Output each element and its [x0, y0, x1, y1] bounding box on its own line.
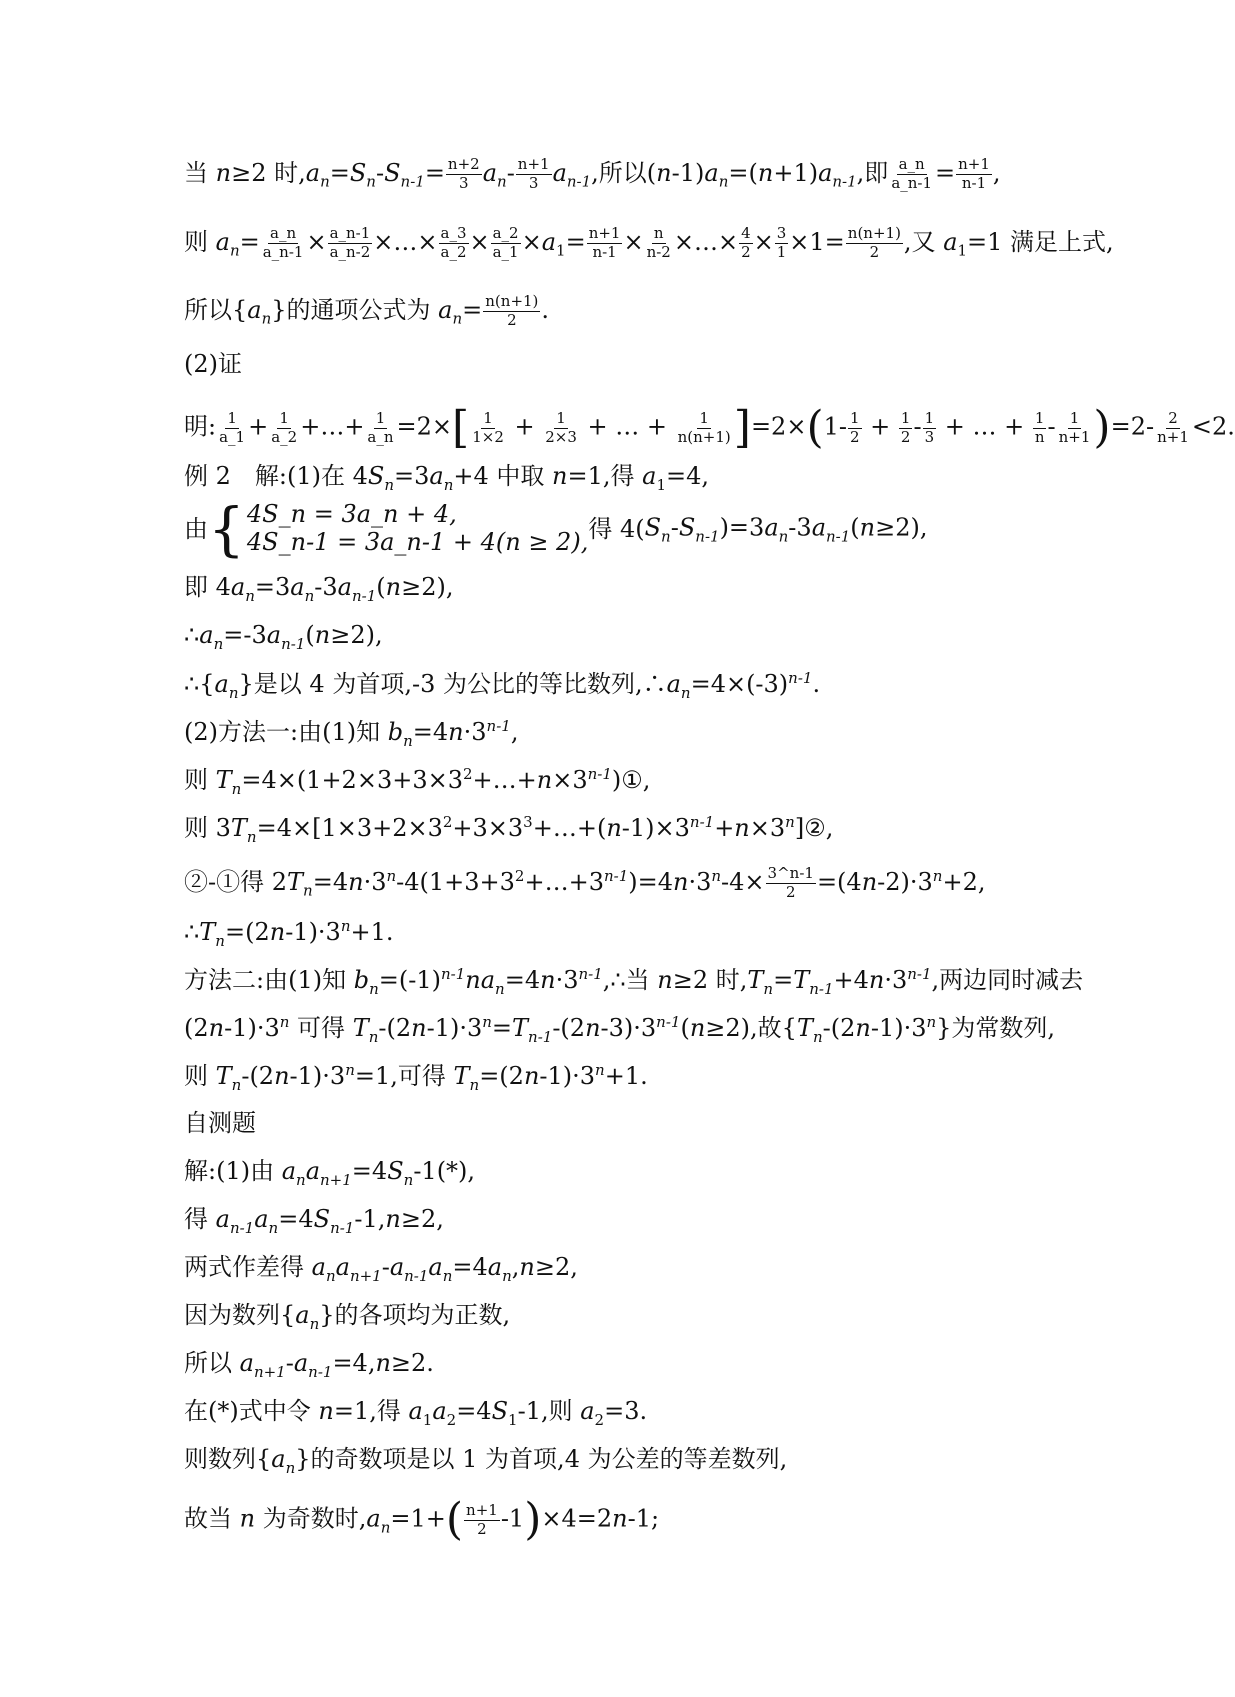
fraction: $\frac{n+1}{n-1}$: [958, 155, 990, 192]
text-line: 当 n≥2 时$,a_n=S_n-S_{n-1}=$ $\frac{n+2}{3}$ $a_n-$ $\frac{n+1}{3}$ $a_{n-1}$,所以$(n-1)a_n=(n+1)a_{n-1}$,即 $\frac{a\_n}{a\_n-1}$ = $\frac{n+1}{n-1}$ ,: [184, 155, 1001, 192]
text-line: $\therefore T_n=(2n-1)\cdot 3^n+1$.: [184, 917, 394, 950]
fraction: $\frac{1}{n(n+1)}$: [677, 408, 731, 446]
fraction: $\frac{1}{2}$: [900, 408, 911, 446]
text-line: 解:(1)由 $a_na_{n+1}=4S_n-1(*)$,: [184, 1157, 476, 1189]
fraction: $\frac{a\_2}{a\_1}$: [492, 224, 519, 261]
fraction: $\frac{n(n+1)}{2}$: [485, 292, 539, 329]
fraction: $\frac{1}{n}$: [1034, 408, 1045, 446]
section-heading: 自测题: [184, 1109, 256, 1137]
fraction: $\frac{n+1}{n-1}$: [588, 224, 621, 261]
text-line: 在(*)式中令 n=1,得 $a_1a_2=4S_1-1$,则 $a_2=3$.: [184, 1397, 648, 1429]
text-line: $(2n-1)\cdot 3^n$ 可得 $T_n-(2n-1)\cdot 3^n=T_{n-1}-(2n-3)\cdot 3^{n-1}(n\ge 2)$,故$\{T_n-(2n-1)\cdot 3^n\}$为常数列,: [184, 1013, 1056, 1046]
text-line: 所以$\{a_n\}$的通项公式为 $a_n=$ $\frac{n(n+1)}{2}$ .: [184, 292, 550, 329]
fraction: $\frac{n(n+1)}{2}$: [847, 224, 901, 261]
text-line: 则 $3T_n=4\times[1\times 3+2\times 3^2+3\times 3^3+\dots+(n-1)\times 3^{n-1}+n\times 3^n]②$,: [184, 813, 834, 846]
text-line: 则 $T_n-(2n-1)\cdot 3^n=1$,可得 $T_n=(2n-1)\cdot 3^n+1$.: [184, 1061, 648, 1094]
text-line: $\therefore\{a_n\}$是以 4 为首项,-3 为公比的等比数列$,\therefore a_n=4\times(-3)^{n-1}$.: [184, 669, 821, 702]
text-line: 方法二:由(1)知 $b_n=(-1)^{n-1}na_n=4n\cdot 3^{n-1},\therefore$当 n≥2 时$,T_n=T_{n-1}+4n\cdot 3^{n-1}$,两边同时减去: [184, 965, 1084, 998]
fraction: $\frac{1}{a\_n}$: [367, 408, 394, 446]
text-line: 故当 n 为奇数时$,a_n=1+$( $\frac{n+1}{2}$ -1)×4=2n-1;: [184, 1494, 660, 1545]
fraction: $\frac{3}{1}$: [776, 224, 787, 261]
fraction: $\frac{n+2}{3}$: [447, 155, 480, 192]
text-line: 则数列$\{a_n\}$的奇数项是以 1 为首项,4 为公差的等差数列,: [184, 1445, 788, 1477]
text-line: 即 $4a_n=3a_n-3a_{n-1}(n\ge 2)$,: [184, 573, 454, 605]
text-line: 因为数列$\{a_n\}$的各项均为正数,: [184, 1301, 511, 1333]
fraction: $\frac{n+1}{3}$: [517, 155, 550, 192]
fraction: $\frac{1}{2\times 3}$: [545, 408, 577, 446]
text-line: (2)方法一:由(1)知 $b_n=4n\cdot 3^{n-1}$,: [184, 717, 519, 750]
fraction: $\frac{4}{2}$: [741, 224, 751, 261]
fraction: $\frac{1}{1\times 2}$: [472, 408, 504, 446]
fraction: $\frac{1}{2}$: [850, 408, 860, 446]
text-line: 明: $\frac{1}{a\_1}$ + $\frac{1}{a\_2}$ +…+ $\frac{1}{a\_n}$ =2×[ $\frac{1}{1\times 2}$ + $\frac{1}{2\times 3}$ + … + $\frac{1}{n(n+1)}$ ]=2×(1- $\frac{1}{2}$ + $\frac{1}{2}$ - $\frac{1}{3}$ + … + $\frac{1}{n}$ - $\frac{1}{n+1}$ )=2- $\frac{2}{n+1}$ <2.: [184, 402, 1235, 453]
fraction: $\frac{n+1}{2}$: [466, 1500, 498, 1538]
text-line: 所以 $a_{n+1}-a_{n-1}=4,n\ge 2$.: [184, 1349, 434, 1381]
fraction: $\frac{1}{3}$: [924, 408, 935, 446]
text-line: (2)证: [184, 350, 242, 378]
text-line: 两式作差得 $a_na_{n+1}-a_{n-1}a_n=4a_n,n\ge 2$,: [184, 1253, 578, 1285]
fraction: $\frac{a\_3}{a\_2}$: [440, 224, 467, 261]
fraction: $\frac{a\_n}{a\_n-1}$: [891, 155, 933, 192]
equation-system: { 4S_n = 3a_n + 4, 4S_n-1 = 3a_n-1 + 4(n ≥ 2),: [208, 495, 589, 563]
text-line: 例 2 解:(1)在 $4S_n=3a_n+4$ 中取 n=1,得 $a_1=4$,: [184, 462, 710, 494]
fraction: $\frac{1}{a\_2}$: [271, 408, 298, 446]
text-line: $\therefore a_n=-3a_{n-1}(n\ge 2)$,: [184, 621, 383, 653]
fraction: $\frac{1}{a\_1}$: [219, 408, 246, 446]
text-line: 得 $a_{n-1}a_n=4S_{n-1}-1,n\ge 2$,: [184, 1205, 444, 1237]
fraction: $\frac{a\_n-1}{a\_n-2}$: [329, 224, 371, 261]
text-line: 由 { 4S_n = 3a_n + 4, 4S_n-1 = 3a_n-1 + 4(n ≥ 2), 得 $4(S_n-S_{n-1})=3a_n-3a_{n-1}(n\ge 2)$,: [184, 495, 928, 563]
text-line: ②-①得 $2T_n=4n\cdot 3^n-4(1+3+3^2+\dots+3^{n-1})=4n\cdot 3^n-4\times$ $\frac{3\^{}n-1}{2}$ $=(4n-2)\cdot 3^n+2$,: [184, 864, 986, 901]
fraction: $\frac{n}{n-2}$: [646, 224, 671, 261]
fraction: $\frac{a\_n}{a\_n-1}$: [262, 224, 304, 261]
fraction: $\frac{1}{n+1}$: [1058, 408, 1091, 446]
fraction: $\frac{3\^{}n-1}{2}$: [767, 864, 814, 901]
fraction: $\frac{2}{n+1}$: [1157, 408, 1189, 446]
text-line: 则 $T_n=4\times(1+2\times 3+3\times 3^2+\dots+n\times 3^{n-1})①$,: [184, 765, 651, 798]
text-line: 则 $a_n=$ $\frac{a\_n}{a\_n-1}$ × $\frac{a\_n-1}{a\_n-2}$ ×…× $\frac{a\_3}{a\_2}$ × $\frac{a\_2}{a\_1}$ $\times a_1=$ $\frac{n+1}{n-1}$ × $\frac{n}{n-2}$ ×…× $\frac{4}{2}$ × $\frac{3}{1}$ ×1= $\frac{n(n+1)}{2}$ ,又 $a_1=1$ 满足上式,: [184, 224, 1114, 261]
